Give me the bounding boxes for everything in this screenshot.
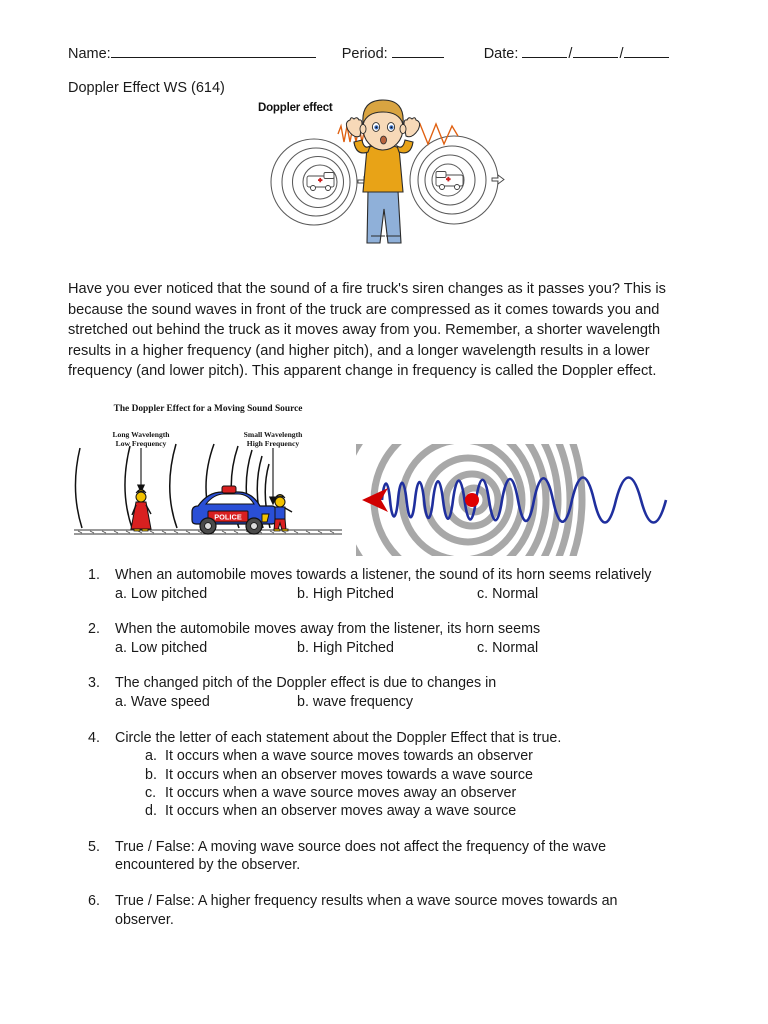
name-blank[interactable] <box>111 44 316 58</box>
question-3-text-row <box>88 674 700 693</box>
figure2-left-arrow-icon <box>138 448 144 492</box>
question-1-options <box>88 585 700 604</box>
question-4-number: 4. <box>88 729 100 746</box>
question-2 <box>88 620 700 657</box>
question-3-option-a[interactable]: a. Wave speed <box>115 693 210 710</box>
figure2-title: The Doppler Effect for a Moving Sound Source <box>113 404 303 414</box>
question-2-options <box>88 639 700 658</box>
low-frequency-label: Low Frequency <box>115 439 167 449</box>
question-4-option-d[interactable] <box>145 802 700 820</box>
high-frequency-label: High Frequency <box>246 439 300 449</box>
date-day-blank[interactable] <box>573 44 618 58</box>
moving-sound-source-figure <box>72 402 344 554</box>
question-6-number: 6. <box>88 892 100 909</box>
question-4-option-b-text: It occurs when an observer moves towards a wave source <box>165 766 533 783</box>
question-3-text: The changed pitch of the Doppler effect is due to changes in <box>115 675 497 692</box>
period-blank[interactable] <box>392 44 444 58</box>
question-4-option-b[interactable] <box>145 766 700 784</box>
worksheet-title: Doppler Effect WS (614) <box>68 80 225 96</box>
question-6 <box>88 892 700 929</box>
question-5-text: True / False: A moving wave source does not affect the frequency of the wave <box>115 838 607 855</box>
question-2-text: When the automobile moves away from the listener, its horn seems <box>115 621 541 638</box>
question-2-option-a[interactable]: a. Low pitched <box>115 639 208 656</box>
figure3-illustration <box>356 444 688 556</box>
question-3-number: 3. <box>88 675 100 692</box>
question-4-text: Circle the letter of each statement about the Doppler Effect that is true. <box>115 729 562 746</box>
figure2-left-label <box>98 430 184 448</box>
name-label: Name: <box>68 46 111 62</box>
question-1-option-a[interactable]: a. Low pitched <box>115 585 208 602</box>
question-3 <box>88 674 700 711</box>
question-4-option-a[interactable] <box>145 747 700 765</box>
figure1-label: Doppler effect <box>258 102 333 114</box>
question-5 <box>88 838 700 875</box>
question-5-number: 5. <box>88 838 100 855</box>
doppler-wave-graphic <box>356 444 688 556</box>
arrow-right-right-side-icon <box>492 175 504 184</box>
figure2-right-label <box>230 430 316 448</box>
question-1-option-c[interactable]: c. Normal <box>477 585 539 602</box>
period-field[interactable] <box>342 44 444 62</box>
small-wavelength-label: Small Wavelength <box>243 430 303 439</box>
question-3-options <box>88 693 700 712</box>
date-field[interactable] <box>484 44 670 62</box>
question-4-option-b-letter: b. <box>145 766 157 783</box>
question-4-sub-options <box>88 747 700 821</box>
question-6-continuation: observer. <box>115 911 174 928</box>
date-month-blank[interactable] <box>522 44 567 58</box>
question-2-text-row <box>88 620 700 639</box>
questions-list <box>88 566 700 946</box>
date-slash-2: / <box>619 46 624 62</box>
question-4-option-c[interactable] <box>145 784 700 802</box>
question-1-number: 1. <box>88 567 100 583</box>
question-6-text: True / False: A higher frequency results when a wave source moves towards an <box>115 892 618 909</box>
question-1-text-row <box>88 566 700 585</box>
question-1-text: When an automobile moves towards a listener, the sound of its horn seems relatively <box>115 567 652 583</box>
long-wavelength-label: Long Wavelength <box>112 430 170 439</box>
doppler-effect-cartoon-figure <box>252 96 514 248</box>
date-label: Date: <box>483 46 519 62</box>
question-5-text-row[interactable] <box>88 838 700 857</box>
question-2-number: 2. <box>88 621 100 638</box>
question-4 <box>88 729 700 821</box>
question-2-option-b[interactable]: b. High Pitched <box>297 639 394 656</box>
name-field[interactable] <box>68 44 316 62</box>
question-6-text-row[interactable] <box>88 892 700 911</box>
question-4-option-d-letter: d. <box>145 803 157 820</box>
question-4-option-a-letter: a. <box>145 748 157 765</box>
date-year-blank[interactable] <box>624 44 669 58</box>
question-1 <box>88 566 700 603</box>
wave-source-point <box>465 493 479 507</box>
question-3-option-b[interactable]: b. wave frequency <box>297 693 414 710</box>
period-label: Period: <box>341 46 388 62</box>
question-4-option-c-text: It occurs when a wave source moves away an observer <box>165 784 517 801</box>
date-slash-1: / <box>568 46 573 62</box>
question-4-text-row <box>88 729 700 748</box>
intro-paragraph: Have you ever noticed that the sound of a fire truck's siren changes as it passes you? This is because the sound waves in front of the truck are compressed as it comes towards you and stretched out behind the truck as it moves away from you. Remember, a shorter wavelength results in a higher frequency (and higher pitch), and a longer wavelength results in a lower frequency (and lower pitch). This apparent change in frequency is called the Doppler effect. <box>68 281 666 380</box>
question-2-option-c[interactable]: c. Normal <box>477 639 539 656</box>
question-4-option-d-text: It occurs when an observer moves away a wave source <box>165 803 517 820</box>
question-1-option-b[interactable]: b. High Pitched <box>297 585 394 602</box>
question-4-option-c-letter: c. <box>145 784 157 801</box>
figure2-right-arrow-icon <box>270 448 276 504</box>
observer-right-figure <box>274 495 292 532</box>
ambulance-right-icon <box>436 172 463 190</box>
police-car-text: POLICE <box>214 512 242 522</box>
observer-left-figure <box>131 490 151 532</box>
question-5-continuation: encountered by the observer. <box>115 857 301 874</box>
figure2-illustration <box>72 402 344 554</box>
student-info-header <box>68 44 704 62</box>
figure1-illustration <box>252 96 514 248</box>
question-4-option-a-text: It occurs when a wave source moves towards an observer <box>165 748 533 765</box>
ambulance-left-icon <box>307 173 334 191</box>
child-figure <box>346 100 419 243</box>
